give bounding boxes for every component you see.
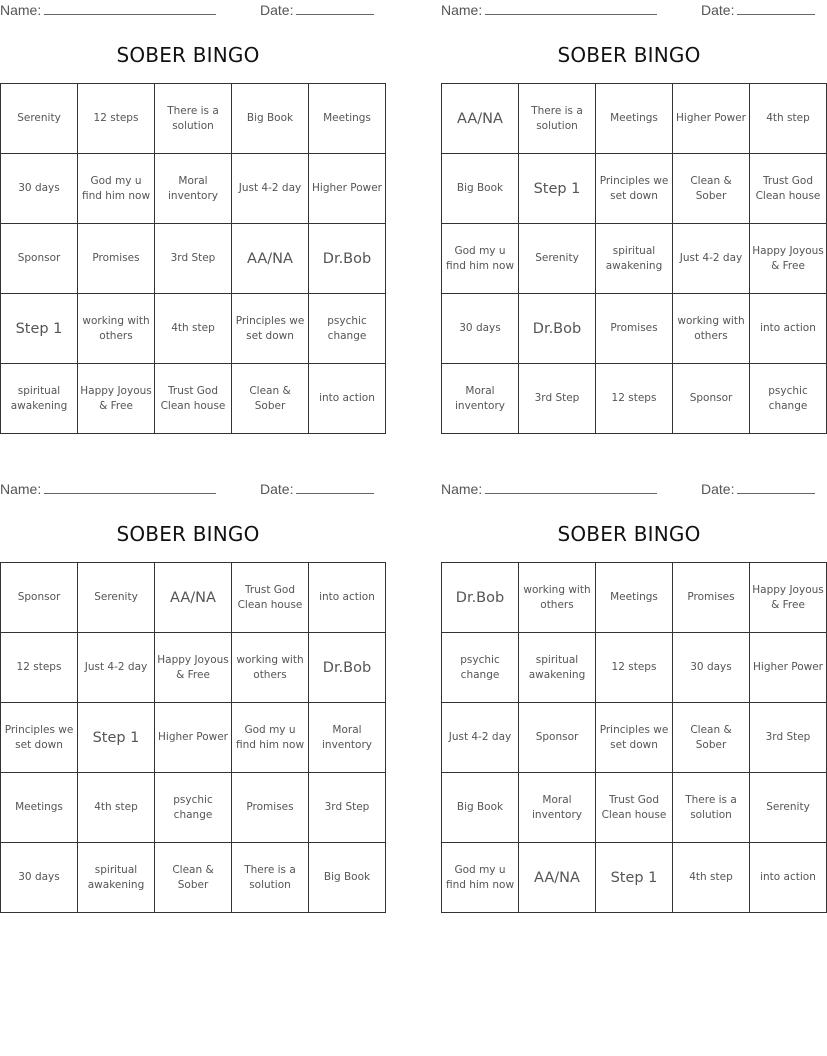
bingo-cell: There is a solution: [232, 843, 309, 913]
grid-row: [1, 364, 386, 434]
bingo-grid: [0, 562, 386, 913]
bingo-cell: There is a solution: [519, 84, 596, 154]
date-label: Date:: [260, 2, 294, 18]
bingo-cell: Moral inventory: [519, 773, 596, 843]
bingo-cell: Principles we set down: [596, 703, 673, 773]
card-title: SOBER BINGO: [116, 43, 260, 67]
grid-row: [1, 703, 386, 773]
bingo-cell: Serenity: [78, 563, 155, 633]
bingo-cell: Sponsor: [673, 364, 750, 434]
bingo-cell: Principles we set down: [596, 154, 673, 224]
bingo-card-3: [0, 479, 376, 891]
grid-row: [1, 154, 386, 224]
bingo-cell: psychic change: [155, 773, 232, 843]
bingo-cell: Promises: [596, 294, 673, 364]
bingo-cell: Big Book: [442, 773, 519, 843]
bingo-cell: 4th step: [750, 84, 827, 154]
bingo-cell: psychic change: [442, 633, 519, 703]
bingo-cell: Just 4-2 day: [78, 633, 155, 703]
bingo-cell: Trust God Clean house: [750, 154, 827, 224]
bingo-cell: Happy Joyous & Free: [155, 633, 232, 703]
bingo-cell: Step 1: [519, 154, 596, 224]
bingo-cell: Happy Joyous & Free: [750, 563, 827, 633]
date-blank: [296, 481, 374, 494]
name-date-line: [441, 0, 817, 22]
grid-row: [442, 843, 827, 913]
bingo-cell: 30 days: [442, 294, 519, 364]
grid-row: [1, 633, 386, 703]
grid-row: [442, 364, 827, 434]
bingo-cell: 30 days: [673, 633, 750, 703]
name-field: [0, 2, 216, 18]
bingo-cell: Dr.Bob: [442, 563, 519, 633]
bingo-cell: Meetings: [309, 84, 386, 154]
bingo-cell: Higher Power: [155, 703, 232, 773]
date-label: Date:: [701, 481, 735, 497]
bingo-cell: working with others: [78, 294, 155, 364]
date-field: [260, 481, 374, 497]
bingo-cell: Sponsor: [1, 563, 78, 633]
grid-row: [442, 563, 827, 633]
bingo-cell: Big Book: [232, 84, 309, 154]
bingo-cell: Moral inventory: [155, 154, 232, 224]
bingo-cell: 4th step: [78, 773, 155, 843]
bingo-cell: Big Book: [442, 154, 519, 224]
bingo-cell: Just 4-2 day: [232, 154, 309, 224]
card-title: SOBER BINGO: [116, 522, 260, 546]
bingo-cell: Dr.Bob: [309, 633, 386, 703]
name-label: Name:: [0, 2, 42, 18]
bingo-cell: Trust God Clean house: [232, 563, 309, 633]
bingo-cell: Serenity: [519, 224, 596, 294]
grid-row: [442, 633, 827, 703]
date-blank: [296, 2, 374, 15]
bingo-cell: AA/NA: [155, 563, 232, 633]
date-blank: [737, 481, 815, 494]
name-label: Name:: [0, 481, 42, 497]
grid-row: [1, 563, 386, 633]
grid-row: [442, 773, 827, 843]
bingo-cell: psychic change: [309, 294, 386, 364]
bingo-cell: Clean & Sober: [673, 703, 750, 773]
bingo-cell: Just 4-2 day: [442, 703, 519, 773]
bingo-cell: God my u find him now: [442, 224, 519, 294]
bingo-cell: Promises: [78, 224, 155, 294]
bingo-cell: 12 steps: [1, 633, 78, 703]
bingo-cell: Step 1: [78, 703, 155, 773]
bingo-cell: Step 1: [596, 843, 673, 913]
grid-row: [442, 224, 827, 294]
bingo-cell: Trust God Clean house: [596, 773, 673, 843]
grid-row: [1, 224, 386, 294]
grid-row: [1, 84, 386, 154]
bingo-cell: Serenity: [750, 773, 827, 843]
grid-row: [442, 154, 827, 224]
bingo-cell: Promises: [673, 563, 750, 633]
bingo-cell: Meetings: [596, 563, 673, 633]
bingo-cell: God my u find him now: [232, 703, 309, 773]
bingo-cell: Clean & Sober: [673, 154, 750, 224]
bingo-cell: working with others: [519, 563, 596, 633]
bingo-cell: into action: [309, 364, 386, 434]
bingo-cell: Moral inventory: [442, 364, 519, 434]
date-field: [701, 2, 815, 18]
bingo-cell: Happy Joyous & Free: [78, 364, 155, 434]
bingo-cell: into action: [750, 294, 827, 364]
bingo-cell: 30 days: [1, 843, 78, 913]
bingo-cell: Serenity: [1, 84, 78, 154]
bingo-cell: Meetings: [1, 773, 78, 843]
grid-row: [442, 294, 827, 364]
bingo-cell: Dr.Bob: [519, 294, 596, 364]
bingo-cell: spiritual awakening: [78, 843, 155, 913]
card-title: SOBER BINGO: [557, 43, 701, 67]
bingo-cell: There is a solution: [673, 773, 750, 843]
bingo-cell: Dr.Bob: [309, 224, 386, 294]
name-blank: [44, 2, 216, 15]
bingo-cell: God my u find him now: [78, 154, 155, 224]
bingo-cell: Moral inventory: [309, 703, 386, 773]
bingo-cell: 3rd Step: [155, 224, 232, 294]
name-field: [441, 2, 657, 18]
bingo-cell: Clean & Sober: [232, 364, 309, 434]
bingo-cell: 12 steps: [78, 84, 155, 154]
name-label: Name:: [441, 2, 483, 18]
name-label: Name:: [441, 481, 483, 497]
grid-row: [442, 703, 827, 773]
bingo-cell: into action: [309, 563, 386, 633]
bingo-cell: psychic change: [750, 364, 827, 434]
bingo-cell: AA/NA: [442, 84, 519, 154]
bingo-cell: into action: [750, 843, 827, 913]
grid-row: [1, 843, 386, 913]
bingo-cell: Step 1: [1, 294, 78, 364]
bingo-cell: 3rd Step: [309, 773, 386, 843]
bingo-cell: Promises: [232, 773, 309, 843]
date-blank: [737, 2, 815, 15]
bingo-cell: 30 days: [1, 154, 78, 224]
bingo-cell: AA/NA: [519, 843, 596, 913]
bingo-cell: Principles we set down: [232, 294, 309, 364]
bingo-cell: Trust God Clean house: [155, 364, 232, 434]
bingo-cell: 4th step: [673, 843, 750, 913]
name-date-line: [0, 0, 376, 22]
bingo-card-2: [441, 0, 824, 412]
bingo-cell: 12 steps: [596, 633, 673, 703]
grid-row: [1, 294, 386, 364]
bingo-cell: working with others: [232, 633, 309, 703]
bingo-cell: Happy Joyous & Free: [750, 224, 827, 294]
bingo-cell: working with others: [673, 294, 750, 364]
bingo-grid: [441, 83, 827, 434]
name-blank: [485, 481, 657, 494]
date-label: Date:: [701, 2, 735, 18]
bingo-cell: Sponsor: [1, 224, 78, 294]
grid-row: [442, 84, 827, 154]
bingo-cell: Just 4-2 day: [673, 224, 750, 294]
bingo-cell: There is a solution: [155, 84, 232, 154]
bingo-cell: Higher Power: [673, 84, 750, 154]
date-field: [701, 481, 815, 497]
bingo-cell: 3rd Step: [519, 364, 596, 434]
bingo-cell: AA/NA: [232, 224, 309, 294]
bingo-grid: [441, 562, 827, 913]
bingo-card-1: [0, 0, 382, 412]
bingo-cell: Clean & Sober: [155, 843, 232, 913]
name-blank: [44, 481, 216, 494]
bingo-grid: [0, 83, 386, 434]
bingo-cell: spiritual awakening: [519, 633, 596, 703]
bingo-cell: 12 steps: [596, 364, 673, 434]
name-date-line: [441, 479, 817, 501]
name-date-line: [0, 479, 376, 501]
bingo-cell: Higher Power: [750, 633, 827, 703]
bingo-cell: 3rd Step: [750, 703, 827, 773]
date-field: [260, 2, 374, 18]
name-blank: [485, 2, 657, 15]
bingo-cell: spiritual awakening: [1, 364, 78, 434]
bingo-cell: Big Book: [309, 843, 386, 913]
bingo-cell: Sponsor: [519, 703, 596, 773]
bingo-card-4: [441, 479, 824, 891]
bingo-cell: 4th step: [155, 294, 232, 364]
date-label: Date:: [260, 481, 294, 497]
bingo-cell: Principles we set down: [1, 703, 78, 773]
name-field: [441, 481, 657, 497]
bingo-cell: spiritual awakening: [596, 224, 673, 294]
card-title: SOBER BINGO: [557, 522, 701, 546]
name-field: [0, 481, 216, 497]
grid-row: [1, 773, 386, 843]
bingo-cell: God my u find him now: [442, 843, 519, 913]
bingo-cell: Higher Power: [309, 154, 386, 224]
bingo-cell: Meetings: [596, 84, 673, 154]
